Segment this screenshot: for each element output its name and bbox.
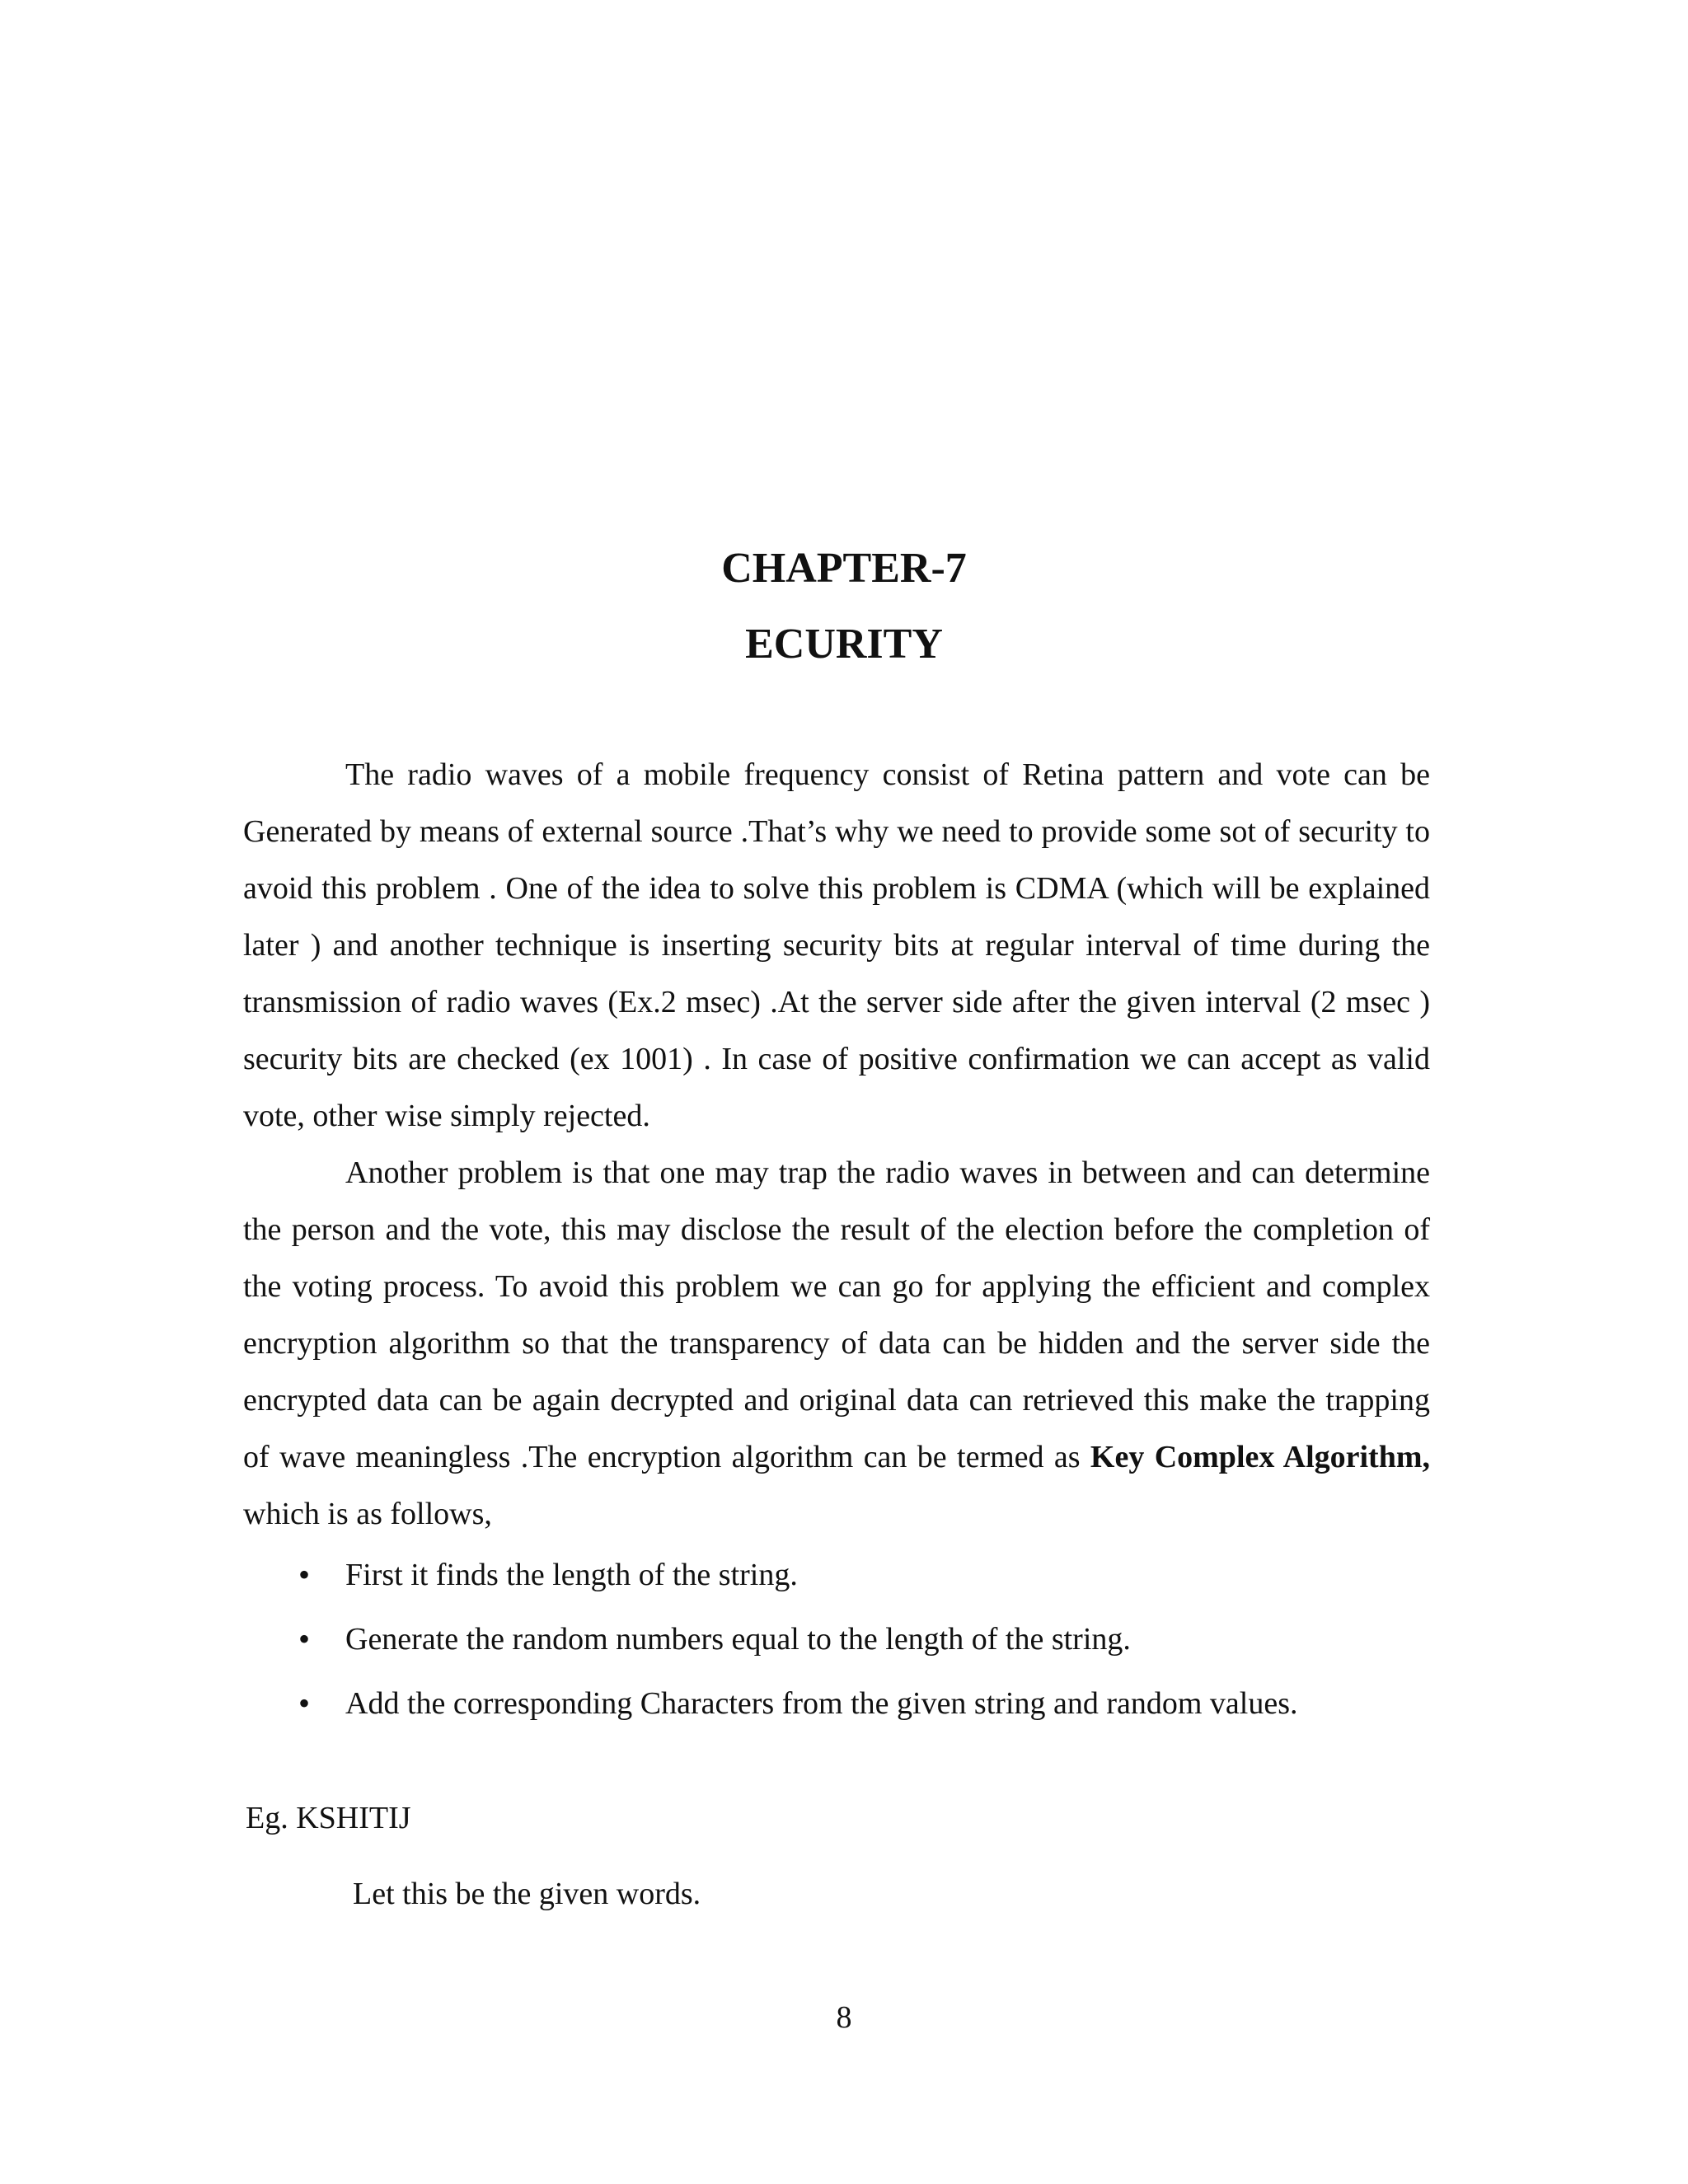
bullet-icon: • [298,1620,311,1657]
list-item-text: Add the corresponding Characters from the given string and random values. [345,1686,1298,1721]
paragraph-2-tail: which is as follows, [243,1497,492,1531]
bullet-icon: • [298,1685,311,1722]
list-item-text: First it finds the length of the string. [345,1558,798,1592]
paragraph-1: The radio waves of a mobile frequency consist of Retina pattern and vote can be Generated by means of external source .That’s why we need to provide some sot of security to avoid this problem . One of the idea to solve this problem is CDMA (which will be explained later ) and another technique is inserting security bits at regular interval of time during the transmission of radio waves (Ex.2 msec) .At the server side after the given interval (2 msec ) security bits are checked (ex 1001) . In case of positive confirmation we can accept as valid vote, other wise simply rejected. [243,757,1430,1133]
chapter-title: ECURITY [745,621,943,668]
list-item [243,1671,1430,1736]
body-text [243,747,1430,1736]
paragraph-2 [243,1145,1430,1543]
example-note: Let this be the given words. [353,1877,701,1911]
bullet-icon: • [298,1556,311,1593]
chapter-label: CHAPTER-7 [721,545,967,592]
example-label: Eg. KSHITIJ [246,1801,411,1835]
list-item-text: Generate the random numbers equal to the length of the string. [345,1622,1131,1657]
algorithm-steps-list [243,1543,1430,1736]
paragraph-2-text: Another problem is that one may trap the radio waves in between and can determine the person and the vote, this may disclose the result of the election before the completion of the voting process. To avoid this problem we can go for applying the efficient and complex encryption algorithm so that the transparency of data can be hidden and the server side the encrypted data can be again decrypted and original data can retrieved this make the trapping of wave meaningless .The encryption algorithm can be termed as [243,1155,1430,1474]
page-number: 8 [836,2000,852,2035]
algorithm-name: Key Complex Algorithm, [1090,1440,1430,1474]
list-item [243,1607,1430,1671]
list-item [243,1543,1430,1607]
